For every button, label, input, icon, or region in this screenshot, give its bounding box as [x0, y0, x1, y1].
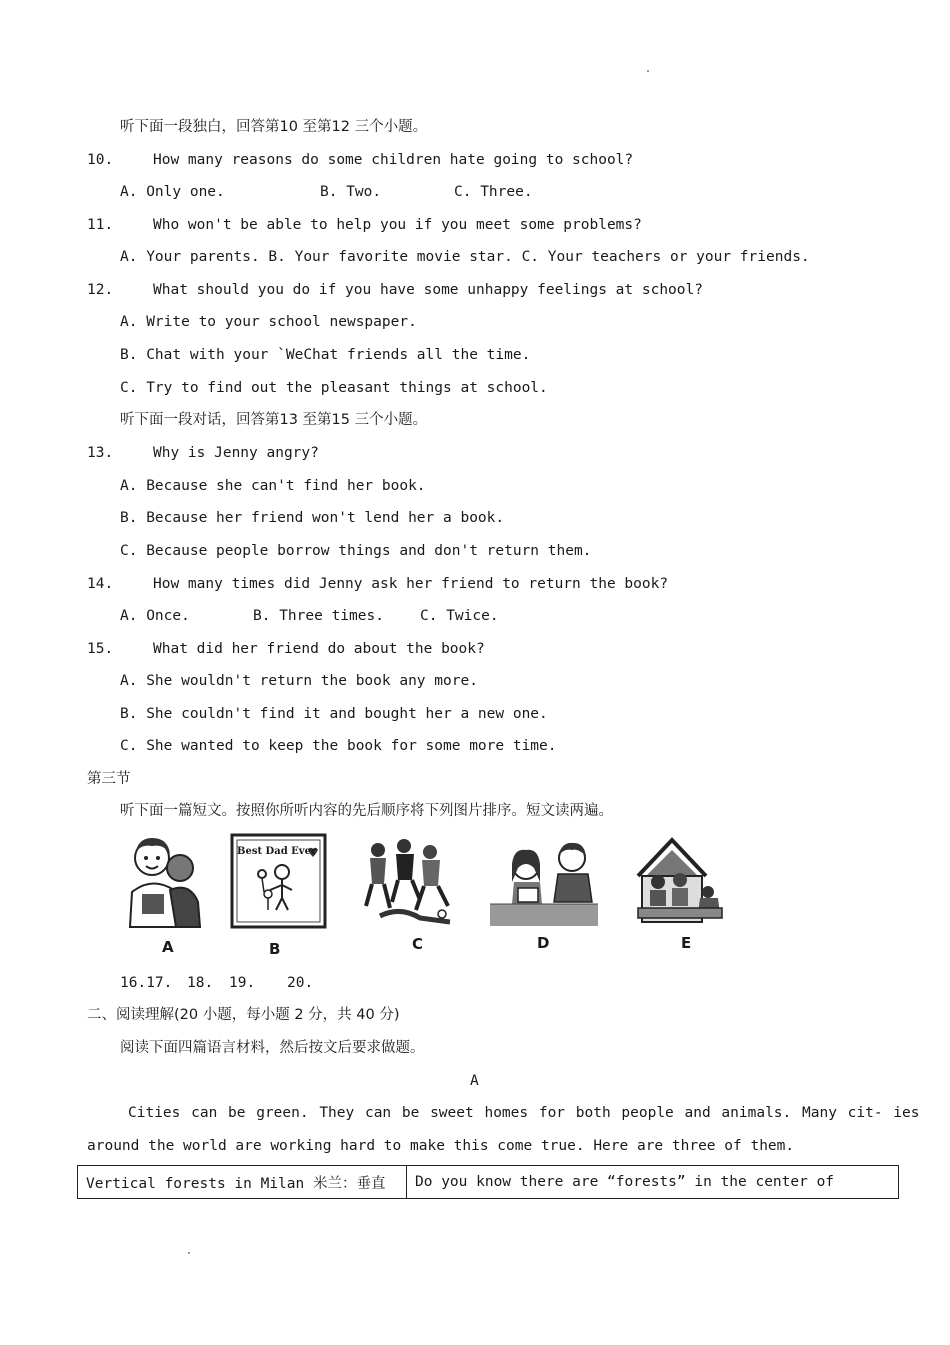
option: A. Only one.: [120, 184, 225, 200]
listening-intro-a: 听下面一段独白，回答第10 至第12 三个小题。: [120, 119, 428, 135]
picture-label: E: [681, 934, 692, 952]
section3-title: 第三节: [87, 771, 131, 787]
family-dinner-picture: [632, 836, 726, 928]
question-text: How many reasons do some children hate going to school?: [153, 152, 634, 168]
question-text: Why is Jenny angry?: [153, 445, 319, 461]
option: A. Once.: [120, 608, 190, 624]
section3-intro: 听下面一篇短文。按照你所听内容的先后顺序将下列图片排序。短文读两遍。: [120, 803, 613, 819]
part2-intro: 阅读下面四篇语言材料，然后按文后要求做题。: [120, 1040, 425, 1056]
question-number: 15.: [87, 641, 114, 657]
picture-label: B: [269, 940, 281, 958]
answer-blank[interactable]: 20.: [287, 975, 314, 991]
table-row: [78, 1166, 899, 1199]
table-cell-content: Do you know there are “forests” in the center of: [407, 1166, 899, 1199]
question-text: What did her friend do about the book?: [153, 641, 485, 657]
option: A. Write to your school newspaper.: [120, 314, 417, 330]
option: B. Because her friend won't lend her a book.: [120, 510, 505, 526]
card-caption: Best Dad Ever: [237, 846, 317, 857]
option: C. Twice.: [420, 608, 499, 624]
scan-dot: [188, 1252, 190, 1254]
listening-intro-b: 听下面一段对话，回答第13 至第15 三个小题。: [120, 412, 428, 428]
question-number: 10.: [87, 152, 114, 168]
table-cell-title: Vertical forests in Milan 米兰：垂直: [78, 1166, 407, 1199]
part2-title: 二、阅读理解(20 小题，每小题 2 分，共 40 分): [87, 1007, 400, 1023]
option: C. She wanted to keep the book for some more time.: [120, 738, 557, 754]
picture-label: D: [537, 934, 550, 952]
option: A. Because she can't find her book.: [120, 478, 426, 494]
passage-label: A: [470, 1073, 479, 1089]
passage-text: Cities can be green. They can be sweet homes for both people and animals. Many cit- ies: [128, 1105, 920, 1121]
answer-blank[interactable]: 16.17.: [120, 975, 173, 991]
question-number: 14.: [87, 576, 114, 592]
answer-blank[interactable]: 19.: [229, 975, 256, 991]
option: C. Three.: [454, 184, 533, 200]
question-number: 11.: [87, 217, 114, 233]
question-text: What should you do if you have some unhappy feelings at school?: [153, 282, 703, 298]
mother-child-picture: [120, 832, 205, 932]
answer-blank[interactable]: 18.: [187, 975, 214, 991]
question-number: 12.: [87, 282, 114, 298]
scan-dot: [647, 70, 649, 72]
info-table: [77, 1165, 899, 1199]
picture-label: A: [162, 938, 174, 956]
option: B. She couldn't find it and bought her a new one.: [120, 706, 548, 722]
option: A. Your parents. B. Your favorite movie star. C. Your teachers or your friends.: [120, 249, 810, 265]
family-reading-picture: [488, 838, 600, 934]
football-players-picture: [360, 836, 458, 931]
option: B. Three times.: [253, 608, 384, 624]
option: C. Because people borrow things and don't return them.: [120, 543, 592, 559]
passage-text: around the world are working hard to make this come true. Here are three of them.: [87, 1138, 795, 1154]
option: C. Try to find out the pleasant things at school.: [120, 380, 548, 396]
question-text: How many times did Jenny ask her friend to return the book?: [153, 576, 669, 592]
question-text: Who won't be able to help you if you meet some problems?: [153, 217, 642, 233]
question-number: 13.: [87, 445, 114, 461]
option: B. Chat with your `WeChat friends all the time.: [120, 347, 531, 363]
option: A. She wouldn't return the book any more.: [120, 673, 478, 689]
picture-label: C: [412, 935, 424, 953]
option: B. Two.: [320, 184, 382, 200]
